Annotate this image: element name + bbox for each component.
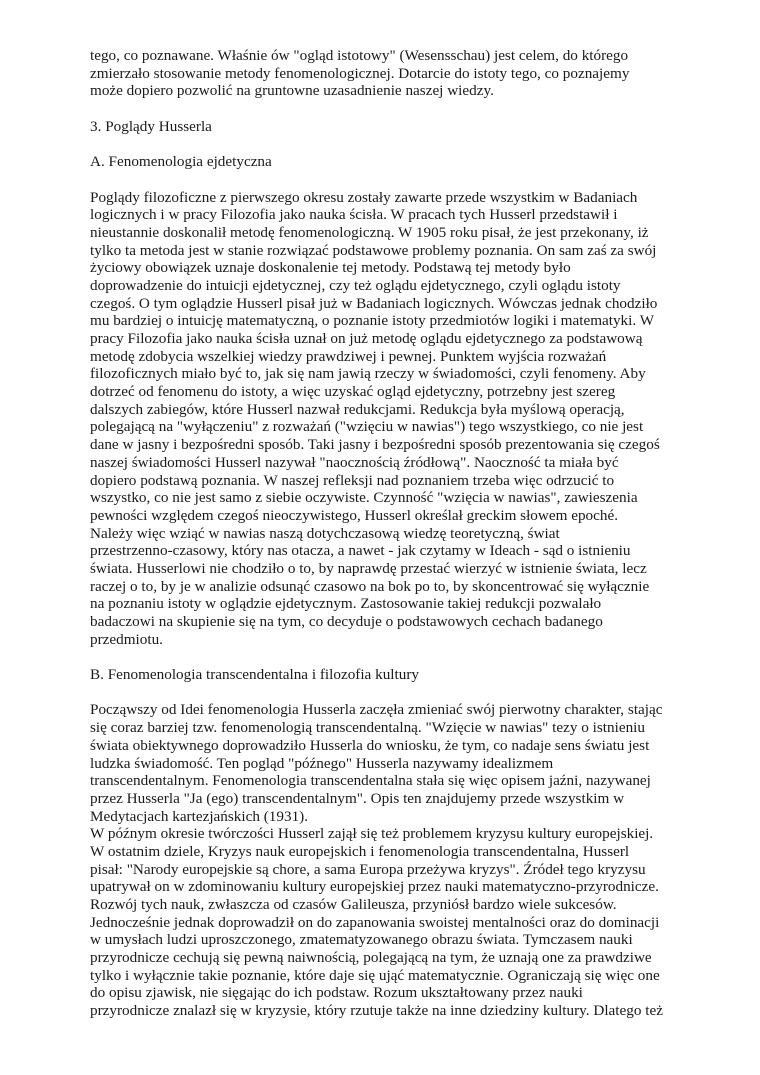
text-line: wszystko, co nie jest samo z siebie oczywiste. Czynność "wzięcia w nawias", zawieszenia bbox=[90, 489, 638, 507]
paragraph-gap bbox=[90, 135, 690, 153]
text-line: przestrzenno-czasowy, który nas otacza, a nawet - jak czytamy w Ideach - sąd o istnieniu bbox=[90, 542, 631, 560]
text-line: upatrywał on w zdominowaniu kultury europejskiej przez nauki matematyczno-przyrodnicze. bbox=[90, 878, 659, 896]
text-line: tylko ta metoda jest w stanie rozwiązać podstawowe problemy poznania. On sam zaś za swój bbox=[90, 241, 657, 259]
text-line: świata obiektywnego doprowadziło Husserla do wniosku, że tym, co nadaje sens światu jest bbox=[90, 736, 650, 754]
text-line: raczej o to, by je w analizie odsunąć czasowo na bok po to, by skoncentrować się wyłącznie bbox=[90, 577, 650, 595]
text-line: naszej świadomości Husserl nazywał "naocznością źródłową". Naoczność ta miała być bbox=[90, 453, 619, 471]
text-line: przyrodnicze cechują się pewną naiwnością, polegającą na tym, że uznają one za prawdziwe bbox=[90, 949, 652, 967]
text-line: się coraz barziej tzw. fenomenologią transcendentalną. "Wzięcie w nawias" tezy o istnieniu bbox=[90, 719, 645, 737]
text-line: dotrzeć od fenomenu do istoty, a więc uzyskać ogląd ejdetyczny, potrzebny jest szereg bbox=[90, 383, 616, 401]
text-line: w umysłach ludzi uproszczonego, zmatematyzowanego obrazu świata. Tymczasem nauki bbox=[90, 931, 633, 949]
intro-paragraph bbox=[90, 47, 690, 100]
text-line: czegoś. O tym oglądzie Husserl pisał już w Badaniach logicznych. Wówczas jednak chodziło bbox=[90, 294, 658, 312]
text-line: W późnym okresie twórczości Husserl zajął się też problemem kryzysu kultury europejskiej. bbox=[90, 825, 654, 843]
text-line: badaczowi na skupienie się na tym, co decyduje o podstawowych cechach badanego bbox=[90, 613, 603, 630]
text-line: W ostatnim dziele, Kryzys nauk europejskich i fenomenologia transcendentalna, Husserl bbox=[90, 842, 630, 860]
text-line: Jednocześnie jednak doprowadził on do zapanowania swoistej mentalności oraz do dominacji bbox=[90, 913, 660, 931]
text-line: tego, co poznawane. Właśnie ów "ogląd istotowy" (Wesensschau) jest celem, do którego bbox=[90, 47, 629, 64]
text-line: polegającą na "wyłączeniu" z rozważań ("wzięciu w nawias") tego wszystkiego, co nie jest bbox=[90, 418, 644, 436]
text-line: przez Husserla "Ja (ego) transcendentalnym". Opis ten znajdujemy przede wszystkim w bbox=[90, 789, 625, 807]
text-line: może dopiero pozwolić na gruntowne uzasadnienie naszej wiedzy. bbox=[90, 82, 494, 100]
text-line: pewności względem czegoś nieoczywistego, Husserl określał greckim słowem epoché. bbox=[90, 506, 619, 524]
subsection-b-heading: B. Fenomenologia transcendentalna i filozofia kultury bbox=[90, 666, 419, 684]
text-line: pracy Filozofia jako nauka ścisła uznał on już metodę oglądu ejdetycznego za podstawową bbox=[90, 330, 643, 347]
document-body bbox=[90, 47, 690, 1020]
text-line: zmierzało stosowanie metody fenomenologicznej. Dotarcie do istoty tego, co poznajemy bbox=[90, 64, 630, 82]
text-line: filozoficznych miało być to, jak się nam jawią rzeczy w świadomości, czyli fenomeny. Aby bbox=[90, 365, 646, 383]
text-line: ludzka świadomość. Ten pogląd "późnego" Husserla nazywamy idealizmem bbox=[90, 754, 554, 772]
text-line: mu bardziej o intuicję matematyczną, o poznanie istoty przedmiotów logiki i matematyki. W bbox=[90, 312, 655, 330]
text-line: dopiero podstawą poznania. W naszej refleksji nad poznaniem trzeba więc odrzucić to bbox=[90, 471, 615, 489]
paragraph-gap bbox=[90, 100, 690, 118]
text-line: Począwszy od Idei fenomenologia Husserla zaczęła zmieniać swój pierwotny charakter, stając bbox=[90, 701, 663, 719]
paragraph-gap bbox=[90, 648, 690, 666]
section-heading: 3. Poglądy Husserla bbox=[90, 117, 212, 135]
subsection-b-paragraph-1 bbox=[90, 701, 690, 825]
text-line: metodę zdobycia wszelkiej wiedzy prawdziwej i pewnej. Punktem wyjścia rozważań bbox=[90, 347, 607, 365]
text-line: dalszych zabiegów, które Husserl nazwał redukcjami. Redukcja była myślową operacją, bbox=[90, 400, 625, 418]
subsection-a-paragraph bbox=[90, 189, 690, 649]
text-line: na poznaniu istoty w oglądzie ejdetycznym. Zastosowanie takiej redukcji pozwalało bbox=[90, 595, 602, 613]
text-line: przedmiotu. bbox=[90, 630, 163, 648]
text-line: dane w jasny i bezpośredni sposób. Taki jasny i bezpośredni sposób prezentowania się czegoś bbox=[90, 436, 660, 454]
text-line: do opisu zjawisk, nie sięgając do ich podstaw. Rozum ukształtowany przez nauki bbox=[90, 984, 583, 1002]
text-line: Należy więc wziąć w nawias naszą dotychczasową wiedzę teoretyczną, świat bbox=[90, 524, 560, 542]
text-line: życiowy obowiązek uznaje doskonalenie tej metody. Podstawą tej metody było bbox=[90, 259, 571, 277]
text-line: Poglądy filozoficzne z pierwszego okresu zostały zawarte przede wszystkim w Badaniach bbox=[90, 188, 638, 206]
text-line: świata. Husserlowi nie chodziło o to, by naprawdę przestać wierzyć w istnienie świata, lecz bbox=[90, 559, 647, 577]
text-line: logicznych i w pracy Filozofia jako nauka ścisła. W pracach tych Husserl przedstawił i bbox=[90, 206, 618, 224]
paragraph-gap bbox=[90, 684, 690, 702]
subsection-b-paragraph-2 bbox=[90, 825, 690, 1020]
text-line: tylko i wyłącznie takie poznanie, które daje się ująć matematycznie. Ograniczają się więc one bbox=[90, 966, 660, 984]
text-line: Medytacjach kartezjańskich (1931). bbox=[90, 807, 309, 825]
text-line: doprowadzenie do intuicji ejdetycznej, czy też oglądu ejdetycznego, czyli oglądu istoty bbox=[90, 276, 621, 294]
text-line: transcendentalnym. Fenomenologia transcendentalna stała się więc opisem jaźni, nazywanej bbox=[90, 772, 651, 790]
text-line: przyrodnicze znalazł się w kryzysie, który rzutuje także na inne dziedziny kultury. Dlatego też bbox=[90, 1002, 663, 1020]
text-line: Rozwój tych nauk, zwłaszcza od czasów Galileusza, przyniósł bardzo wiele sukcesów. bbox=[90, 896, 617, 913]
text-line: pisał: "Narody europejskie są chore, a sama Europa przeżywa kryzys". Źródeł tego kryzysu bbox=[90, 860, 646, 878]
text-line: nieustannie doskonalił metodę fenomenologiczną. W 1905 roku pisał, że jest przekonany, iż bbox=[90, 223, 649, 241]
paragraph-gap bbox=[90, 171, 690, 189]
subsection-a-heading: A. Fenomenologia ejdetyczna bbox=[90, 153, 272, 171]
